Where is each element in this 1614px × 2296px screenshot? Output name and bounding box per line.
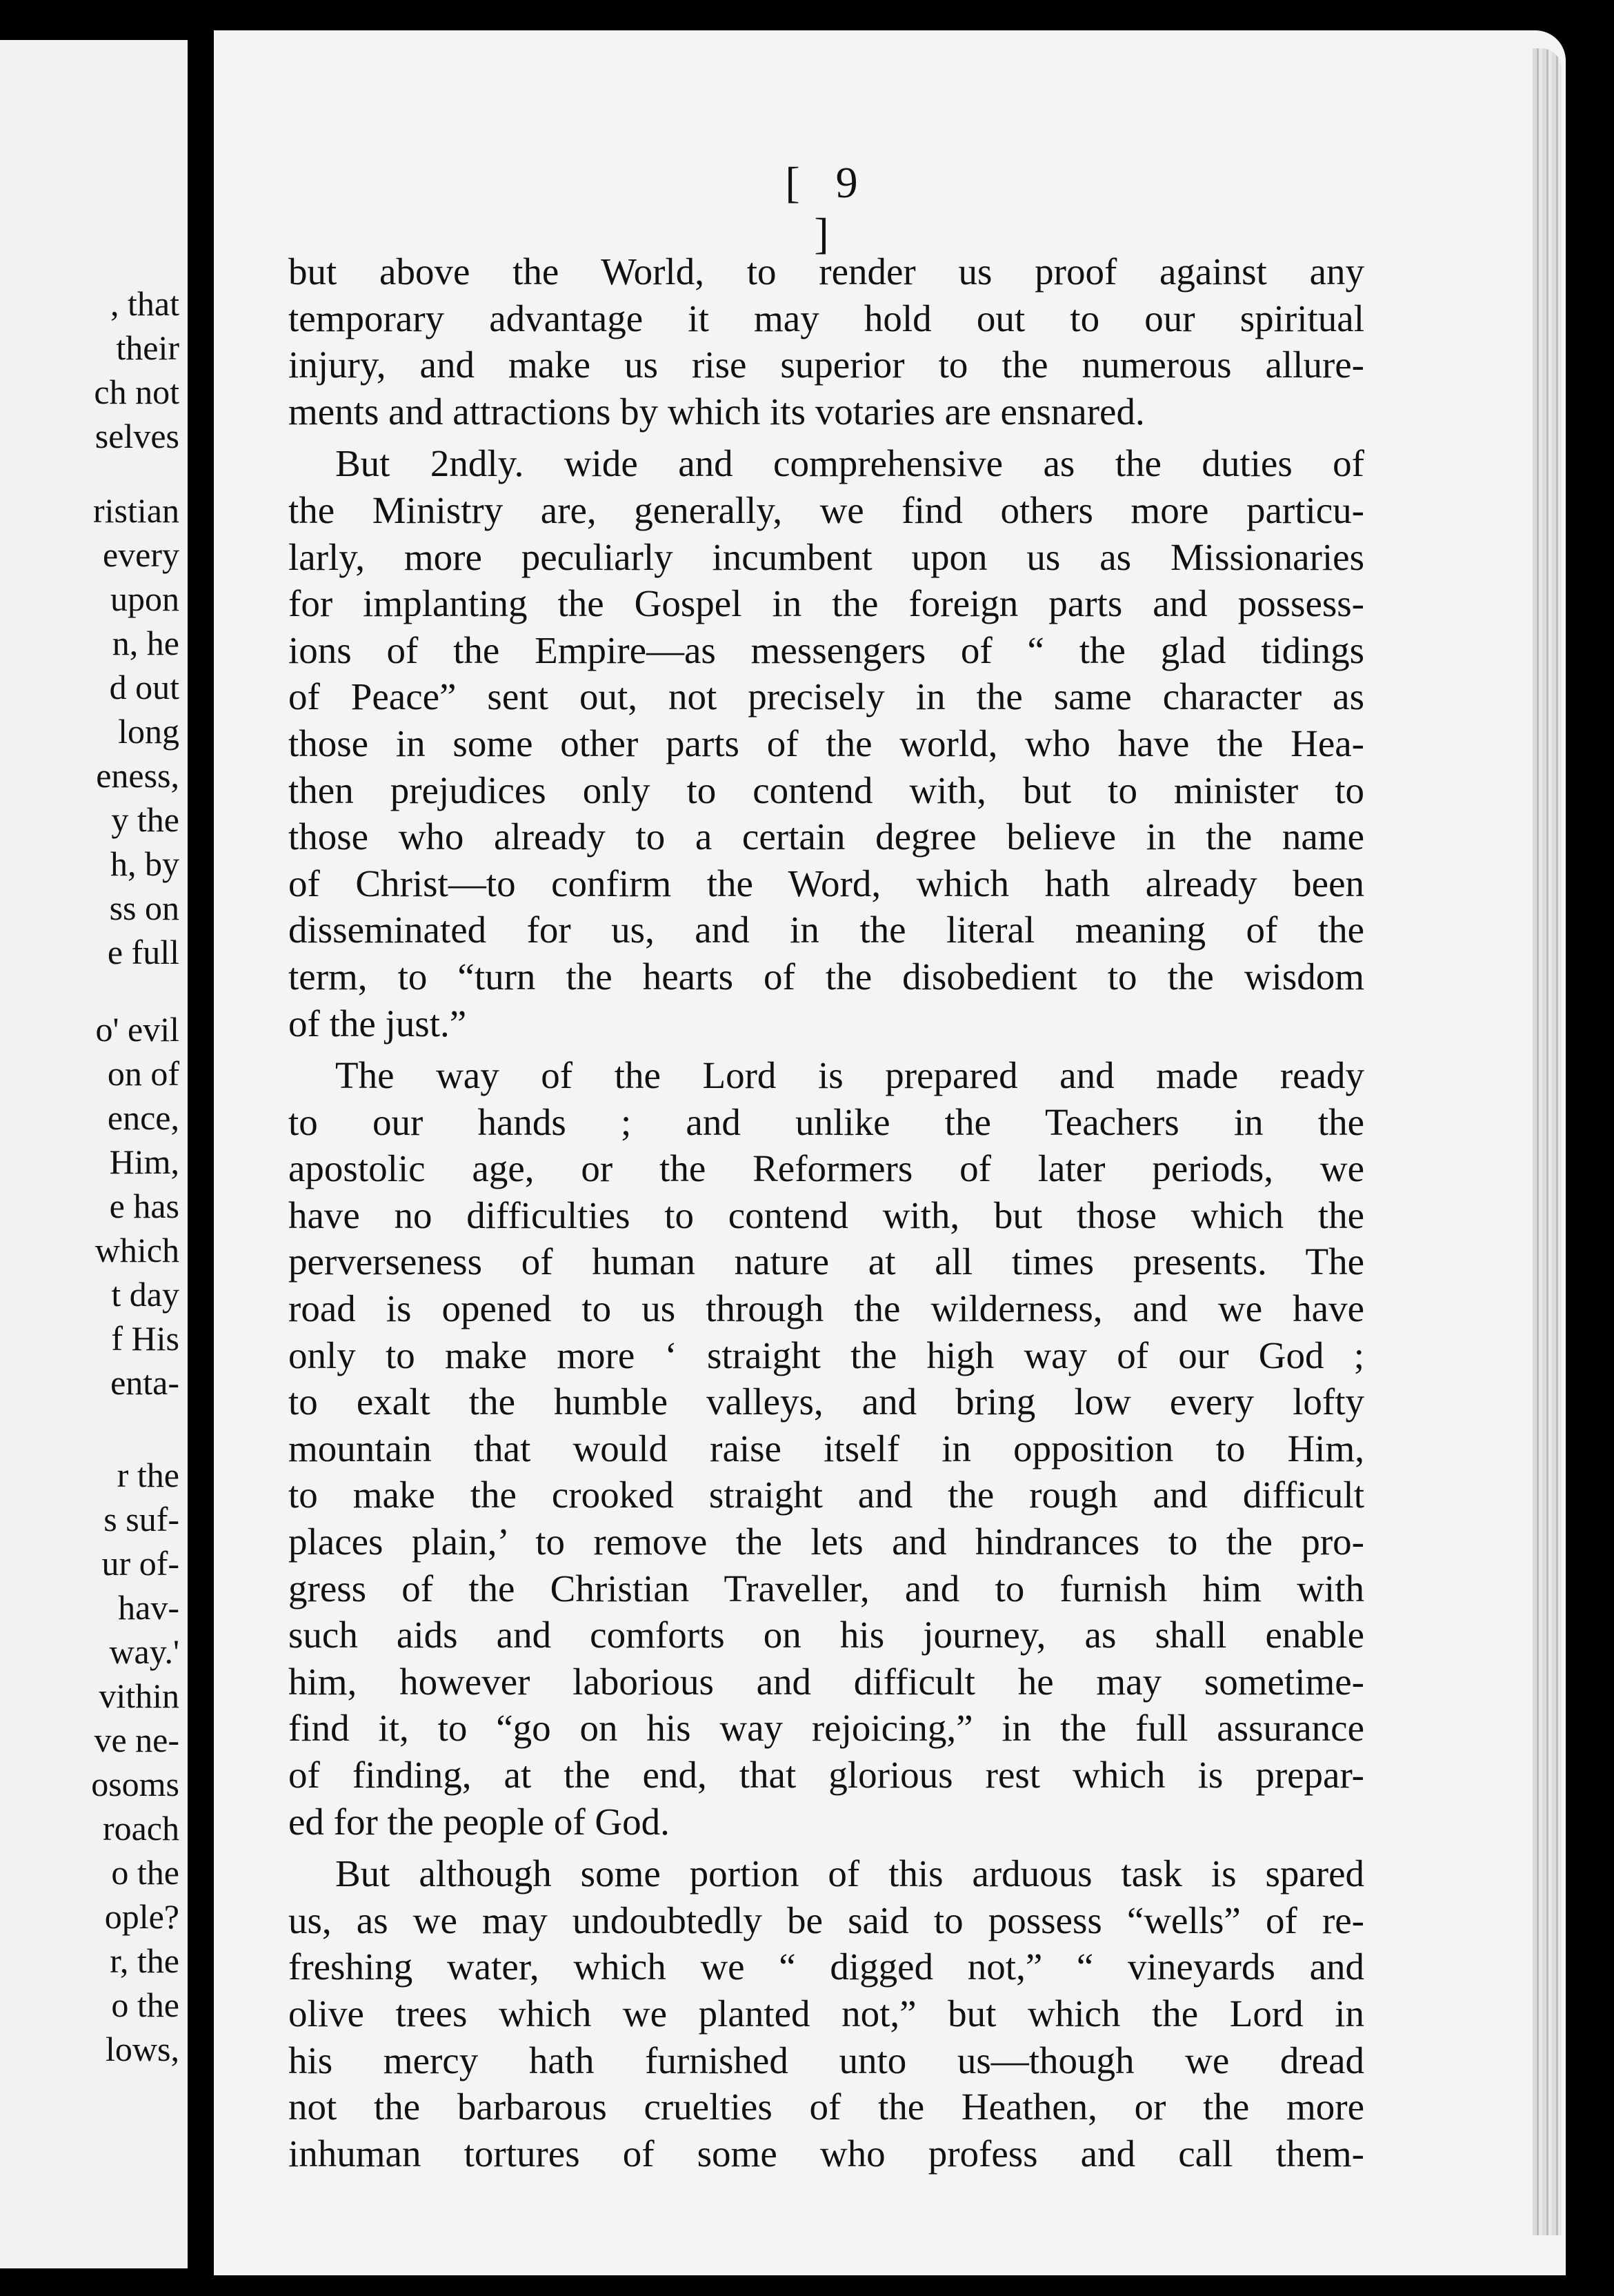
text-line: But 2ndly. wide and comprehensive as the duties of — [335, 442, 1364, 485]
previous-page-line: r the — [117, 1456, 179, 1494]
text-line: larly, more peculiarly incumbent upon us as Missionaries — [288, 535, 1364, 578]
text-line: for implanting the Gospel in the foreign parts and possess- — [288, 582, 1364, 625]
body-text — [288, 248, 1364, 2177]
previous-page-line: lows, — [106, 2030, 179, 2068]
text-line: ments and attractions by which its votaries are ensnared. — [288, 390, 1145, 433]
text-line: temporary advantage it may hold out to our spiritual — [288, 297, 1364, 339]
page-edge-stack — [1533, 48, 1562, 2235]
text-line: to exalt the humble valleys, and bring low every lofty — [288, 1380, 1364, 1423]
text-line: us, as we may undoubtedly be said to possess “wells” of re- — [288, 1899, 1364, 1941]
previous-page-line: s suf- — [103, 1500, 179, 1538]
previous-page-edge — [0, 40, 188, 2268]
previous-page-line: o the — [111, 1986, 179, 2024]
previous-page-line: vithin — [99, 1676, 179, 1715]
previous-page-line: Him, — [109, 1142, 179, 1181]
previous-page-line: every — [102, 535, 179, 574]
text-line: the Ministry are, generally, we find others more particu- — [288, 488, 1364, 531]
text-line: ions of the Empire—as messengers of “ the glad tidings — [288, 629, 1364, 671]
previous-page-line: t day — [111, 1275, 179, 1314]
text-line: of finding, at the end, that glorious rest which is prepar- — [288, 1754, 1364, 1796]
previous-page-line: o' evil — [95, 1010, 179, 1049]
previous-page-line: ence, — [107, 1098, 179, 1137]
previous-page-line: n, he — [112, 624, 179, 662]
previous-page-line: selves — [94, 417, 179, 455]
text-line: places plain,’ to remove the lets and hindrances to the pro- — [288, 1521, 1364, 1563]
previous-page-line: d out — [109, 668, 179, 706]
text-line: of Peace” sent out, not precisely in the same character as — [288, 675, 1364, 718]
previous-page-line: way.' — [109, 1632, 179, 1671]
previous-page-line: , that — [110, 284, 179, 323]
previous-page-line: their — [116, 328, 179, 367]
text-line: perverseness of human nature at all times presents. The — [288, 1240, 1364, 1283]
previous-page-line: r, the — [110, 1941, 179, 1980]
previous-page-line: ss on — [109, 889, 179, 927]
previous-page-line: which — [94, 1231, 179, 1269]
previous-page-line: e full — [107, 933, 179, 971]
text-line: his mercy hath furnished unto us—though we dread — [288, 2039, 1364, 2081]
text-line: him, however laborious and difficult he may sometime- — [288, 1660, 1364, 1703]
text-line: to make the crooked straight and the rough and difficult — [288, 1474, 1364, 1516]
previous-page-line: on of — [107, 1054, 179, 1093]
page-number: [ 9 ] — [785, 158, 870, 258]
previous-page-line: osoms — [91, 1765, 179, 1803]
previous-page-line: ristian — [93, 491, 179, 530]
text-line: injury, and make us rise superior to the numerous allure- — [288, 344, 1364, 386]
text-line: olive trees which we planted not,” but which the Lord in — [288, 1992, 1364, 2035]
text-line: apostolic age, or the Reformers of later periods, we — [288, 1147, 1364, 1190]
text-line: but above the World, to render us proof against any — [288, 250, 1364, 293]
previous-page-line: h, by — [110, 844, 179, 883]
previous-page-line: ve ne- — [94, 1721, 179, 1759]
text-line: have no difficulties to contend with, but those which the — [288, 1194, 1364, 1236]
previous-page-line: upon — [110, 580, 179, 618]
text-line: term, to “turn the hearts of the disobedient to the wisdom — [288, 955, 1364, 998]
text-line: ed for the people of God. — [288, 1800, 670, 1843]
text-line: those in some other parts of the world, who have the Hea- — [288, 722, 1364, 764]
previous-page-line: o the — [111, 1853, 179, 1892]
previous-page-line: long — [118, 712, 179, 751]
text-line: gress of the Christian Traveller, and to furnish him with — [288, 1567, 1364, 1610]
text-line: then prejudices only to contend with, but to minister to — [288, 769, 1364, 811]
previous-page-line: roach — [102, 1809, 179, 1848]
text-line: freshing water, which we “ digged not,” “ vineyards and — [288, 1946, 1364, 1988]
text-line: But although some portion of this arduous task is spared — [335, 1852, 1364, 1895]
text-line: disseminated for us, and in the literal meaning of the — [288, 909, 1364, 951]
text-line: to our hands ; and unlike the Teachers in the — [288, 1100, 1364, 1143]
text-line: find it, to “go on his way rejoicing,” in the full assurance — [288, 1707, 1364, 1750]
previous-page-line: f His — [111, 1319, 179, 1358]
text-line: such aids and comforts on his journey, as shall enable — [288, 1614, 1364, 1656]
text-line: not the barbarous cruelties of the Heathen, or the more — [288, 2086, 1364, 2128]
text-line: mountain that would raise itself in opposition to Him, — [288, 1427, 1364, 1469]
previous-page-line: ch not — [94, 373, 179, 411]
previous-page-line: e has — [109, 1187, 179, 1225]
previous-page-line: eness, — [96, 756, 179, 795]
book-gutter — [188, 28, 214, 2277]
text-line: The way of the Lord is prepared and made ready — [335, 1054, 1364, 1097]
previous-page-line: ople? — [104, 1897, 179, 1936]
previous-page-line: hav- — [118, 1588, 179, 1627]
text-line: those who already to a certain degree believe in the name — [288, 815, 1364, 858]
text-line: of Christ—to confirm the Word, which hath already been — [288, 862, 1364, 904]
text-line: only to make more ‘ straight the high way of our God ; — [288, 1334, 1364, 1376]
previous-page-line: ur of- — [101, 1544, 179, 1583]
previous-page-line: enta- — [110, 1363, 179, 1402]
text-line: road is opened to us through the wilderness, and we have — [288, 1287, 1364, 1330]
previous-page-line: y the — [111, 800, 179, 839]
text-line: inhuman tortures of some who profess and call them- — [288, 2132, 1364, 2175]
text-line: of the just.” — [288, 1002, 467, 1045]
